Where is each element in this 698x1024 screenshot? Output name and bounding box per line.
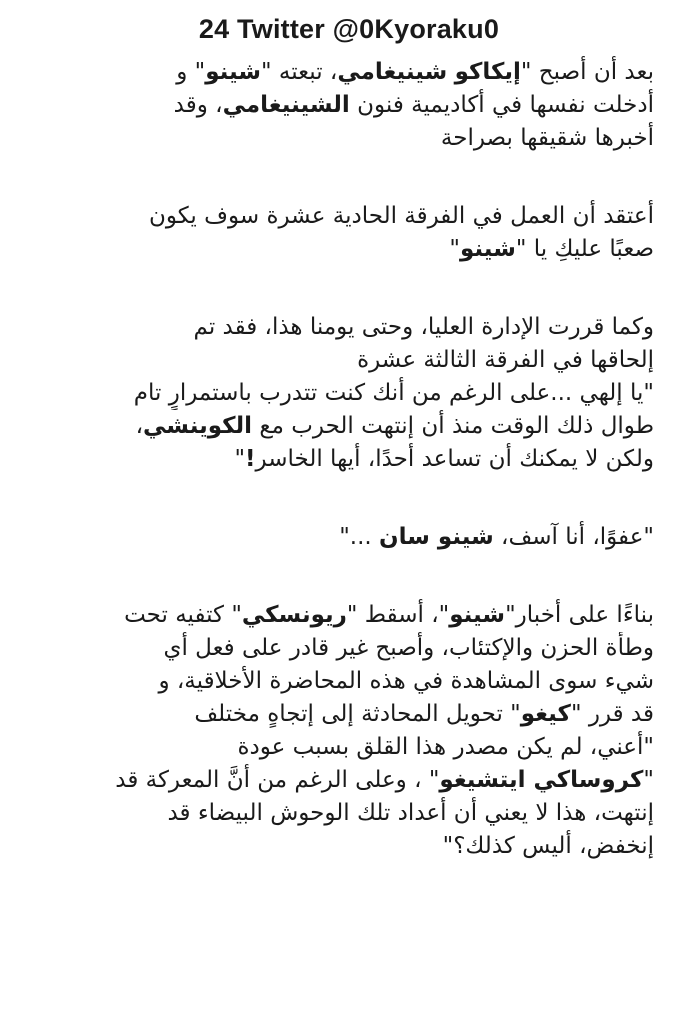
- text-line: [44, 56, 654, 89]
- paragraph: [44, 311, 654, 476]
- bold-name: ريونسكي: [241, 602, 347, 628]
- text-segment: ولكن لا يمكنك أن تساعد أحدًا، أيها الخاسر: [255, 446, 654, 472]
- text-segment: ...": [339, 524, 380, 550]
- text-segment: ": [449, 236, 460, 262]
- text-line: [44, 797, 654, 830]
- text-segment: ، وقد: [173, 92, 223, 118]
- text-segment: وكما قررت الإدارة العليا، وحتى يومنا هذا، فقد تم: [193, 314, 654, 340]
- text-segment: أخبرها شقيقها بصراحة: [440, 125, 654, 151]
- bold-name: شينو: [205, 59, 262, 85]
- bold-name: !: [245, 446, 256, 472]
- text-line: [44, 443, 654, 476]
- text-line: [44, 344, 654, 377]
- bold-name: الكوينشي: [143, 413, 253, 439]
- text-segment: ،: [135, 413, 144, 439]
- bold-name: الشينيغامي: [222, 92, 350, 118]
- text-line: [44, 521, 654, 554]
- text-segment: ": [234, 446, 246, 472]
- text-segment: صعبًا عليكِ يا ": [515, 236, 654, 262]
- text-segment: قد قرر ": [570, 701, 654, 727]
- text-segment: إنخفض، أليس كذلك؟": [442, 833, 654, 859]
- paragraph: [44, 200, 654, 266]
- text-segment: طوال ذلك الوقت منذ أن إنتهت الحرب مع: [252, 413, 654, 439]
- translated-text-body: [44, 56, 654, 863]
- page-header: 24 Twitter @0Kyoraku0: [198, 14, 500, 44]
- text-segment: ، تبعته ": [261, 59, 338, 85]
- text-line: [44, 410, 654, 443]
- paragraph: [44, 521, 654, 554]
- bold-name: كيغو: [520, 701, 571, 727]
- text-segment: "أعني، لم يكن مصدر هذا القلق بسبب عودة: [237, 734, 654, 760]
- bold-name: شينو: [460, 236, 516, 262]
- text-segment: "عفوًا، أنا آسف،: [493, 524, 654, 550]
- text-segment: أعتقد أن العمل في الفرقة الحادية عشرة سوف يكون: [148, 203, 654, 229]
- text-line: [44, 632, 654, 665]
- text-line: [44, 233, 654, 266]
- text-segment: " كتفيه تحت: [124, 602, 242, 628]
- paragraph-gap: [44, 476, 654, 521]
- text-segment: إنتهت، هذا لا يعني أن أعداد تلك الوحوش البيضاء قد: [167, 800, 654, 826]
- paragraph-gap: [44, 155, 654, 200]
- paragraph-gap: [44, 554, 654, 599]
- bold-name: شينو: [449, 602, 506, 628]
- paragraph: [44, 56, 654, 155]
- text-line: [44, 377, 654, 410]
- text-line: [44, 665, 654, 698]
- text-segment: " ، وعلى الرغم من أنَّ المعركة قد: [115, 767, 440, 793]
- text-segment: [447, 59, 454, 85]
- bold-name: إيكاكو: [454, 59, 521, 85]
- text-segment: وطأة الحزن والإكتئاب، وأصبح غير قادر على فعل أي: [163, 635, 654, 661]
- text-line: [44, 200, 654, 233]
- bold-name: كروساكي ايتشيغو: [439, 767, 644, 793]
- text-line: [44, 764, 654, 797]
- text-segment: ": [643, 767, 654, 793]
- text-line: [44, 89, 654, 122]
- text-segment: أدخلت نفسها في أكاديمية فنون: [349, 92, 654, 118]
- text-line: [44, 830, 654, 863]
- text-segment: إلحاقها في الفرقة الثالثة عشرة: [357, 347, 654, 373]
- text-segment: " و: [176, 59, 206, 85]
- text-line: [44, 698, 654, 731]
- text-line: [44, 311, 654, 344]
- bold-name: شينيغامي: [337, 59, 448, 85]
- text-segment: " تحويل المحادثة إلى إتجاهٍ مختلف: [194, 701, 521, 727]
- paragraph-gap: [44, 266, 654, 311]
- text-segment: بناءًا على أخبار": [505, 602, 654, 628]
- text-line: [44, 599, 654, 632]
- paragraph: [44, 599, 654, 863]
- text-line: [44, 731, 654, 764]
- text-segment: بعد أن أصبح ": [520, 59, 654, 85]
- text-segment: شيء سوى المشاهدة في هذه المحاضرة الأخلاقية، و: [158, 668, 654, 694]
- text-segment: "، أسقط ": [346, 602, 450, 628]
- bold-name: شينو سان: [379, 524, 494, 550]
- text-line: [44, 122, 654, 155]
- text-segment: "يا إلهي ...على الرغم من أنك كنت تتدرب باستمرارٍ تام: [133, 380, 654, 406]
